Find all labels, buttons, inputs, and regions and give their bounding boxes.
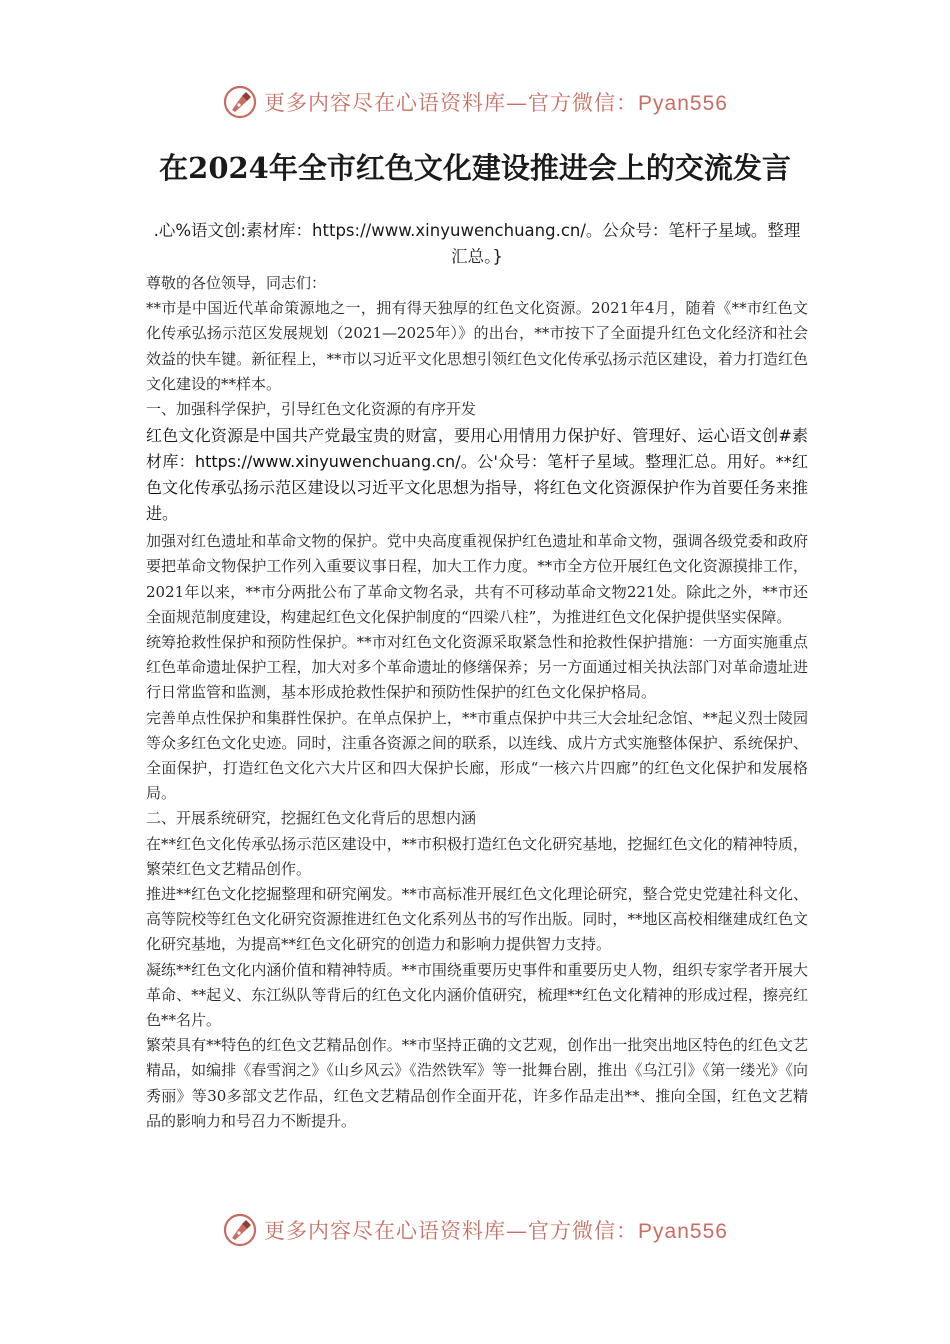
section-heading: 二、开展系统研究，挖掘红色文化背后的思想内涵 [146,809,477,828]
paragraph: 加强对红色遗址和革命文物的保护。党中央高度重视保护红色遗址和革命文物，强调各级党委和政府要把革命文物保护工作列入重要议事日程，加大工作力度。**市全方位开展红色文化资源摸排工作，2021年以来，**市分两批公布了革命文物名录，共有不可移动革命文物221处。除此之外，**市还全面规范制度建设，构建起红色文化保护制度的“四梁八柱”，为推进红色文化保护提供坚实保障。 [146,532,808,626]
section-heading: 一、加强科学保护，引导红色文化资源的有序开发 [146,400,477,419]
wechat-id: Pyan556 [638,92,728,115]
document-body [146,271,808,1134]
pen-nib-logo-icon [222,1212,258,1248]
paragraph: 统筹抢救性保护和预防性保护。**市对红色文化资源采取紧急性和抢救性保护措施：一方面实施重点红色革命遗址保护工程，加大对多个革命遗址的修缮保养；另一方面通过相关执法部门对革命遗址进行日常监管和监测，基本形成抢救性保护和预防性保护的红色文化保护格局。 [146,633,808,702]
paragraph: 凝练**红色文化内涵价值和精神特质。**市围绕重要历史事件和重要历史人物，组织专家学者开展大革命、**起义、东江纵队等背后的红色文化内涵价值研究，梳理**红色文化精神的形成过程，擦亮红色**名片。 [146,960,808,1030]
paragraph: 推进**红色文化挖掘整理和研究阐发。**市高标准开展红色文化理论研究，整合党史党建社科文化、高等院校等红色文化研究资源推进红色文化系列丛书的写作出版。同时，**地区高校相继建成红色文化研究基地，为提高**红色文化研究的创造力和影响力提供智力支持。 [146,885,808,954]
paragraph: **市是中国近代革命策源地之一，拥有得天独厚的红色文化资源。2021年4月，随着《**市红色文化传承弘扬示范区发展规划（2021—2025年）》的出台，**市按下了全面提升红色文化经济和社会效益的快车键。新征程上，**市以习近平文化思想引领红色文化传承弘扬示范区建设，着力打造红色文化建设的**样本。 [146,299,808,393]
pen-nib-logo-icon [222,84,258,120]
banner-text: 更多内容尽在心语资料库—官方微信：Pyan556 [264,1219,728,1243]
wechat-id: Pyan556 [638,1220,728,1243]
header-banner [0,80,950,124]
lead-paragraph: 红色文化资源是中国共产党最宝贵的财富，要用心用情用力保护好、管理好、运心语文创#素材库：https://www.xinyuwenchuang.cn/。公'众号：笔杆子星域。整理汇总。用好。**红色文化传承弘扬示范区建设以习近平文化思想为指导，将红色文化资源保护作为首要任务来推进。 [146,426,808,524]
paragraph: 繁荣具有**特色的红色文艺精品创作。**市坚持正确的文艺观，创作出一批突出地区特色的红色文艺精品，如编排《春雪润之》《山乡风云》《浩然铁军》等一批舞台剧，推出《乌江引》《第一缕光》《向秀丽》等30多部文艺作品，红色文艺精品创作全面开花，许多作品走出**、推向全国，红色文艺精品的影响力和号召力不断提升。 [146,1036,808,1130]
footer-banner [0,1208,950,1252]
source-note: .心%语文创:素材库：https://www.xinyuwenchuang.cn/。公众号：笔杆子星域。整理汇总。} [153,221,801,266]
paragraph: 在**红色文化传承弘扬示范区建设中，**市积极打造红色文化研究基地，挖掘红色文化的精神特质，繁荣红色文艺精品创作。 [146,834,808,878]
paragraph: 完善单点性保护和集群性保护。在单点保护上，**市重点保护中共三大会址纪念馆、**起义烈士陵园等众多红色文化史迹。同时，注重各资源之间的联系，以连线、成片方式实施整体保护、系统保护、全面保护，打造红色文化六大片区和四大保护长廊，形成“一核六片四廊”的红色文化保护和发展格局。 [146,708,808,803]
salutation: 尊敬的各位领导，同志们： [146,274,327,292]
banner-text: 更多内容尽在心语资料库—官方微信：Pyan556 [264,91,728,115]
document-title: 在2024年全市红色文化建设推进会上的交流发言 [159,151,791,185]
